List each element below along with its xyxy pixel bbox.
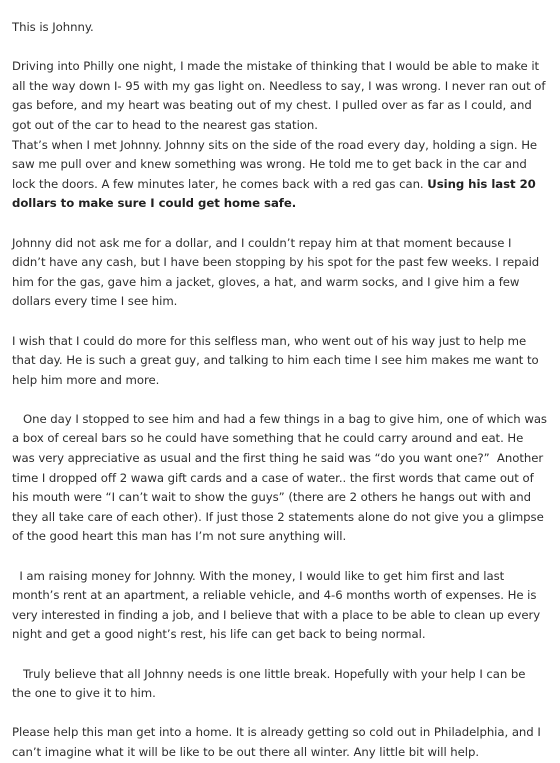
- story-paragraph-2-text: That’s when I met Johnny. Johnny sits on the side of the road every day, holding a sign. He saw me pull over and knew something was wrong. He told me to get back in the car and lock the doors. A few minutes later, he comes back with a red gas can.: [12, 137, 538, 191]
- story-paragraph-7: Truly believe that all Johnny needs is one little break. Hopefully with your help I can be the one to give it to him.: [12, 666, 530, 701]
- story-paragraph-1: Driving into Philly one night, I made the mistake of thinking that I would be able to make it all the way down I- 95 with my gas light on. Needless to say, I was wrong. I never ran out of gas before, and my heart was beating out of my chest. I pulled over as far as I could, and got out of the car to head to the nearest gas station.: [12, 59, 546, 132]
- story-paragraph-5: One day I stopped to see him and had a few things in a bag to give him, one of which was a box of cereal bars so he could have something that he could carry around and eat. He was very appreciative as usual and the first thing he said was “do you want one?” Another time I dropped off 2 wawa gift cards and a case of water.. the first words that came out of his mouth were “I can’t wait to show the guys” (there are 2 others he hangs out with and they all take care of each other). If just those 2 statements alone do not give you a glimpse of the good heart this man has I’m not sure anything will.: [12, 411, 551, 544]
- story-paragraph-6: I am raising money for Johnny. With the money, I would like to get him first and last month’s rent at an apartment, a reliable vehicle, and 4-6 months worth of expenses. He is very interested in finding a job, and I believe that with a place to be able to clean up every night and get a good night’s rest, his life can get back to being normal.: [12, 568, 544, 642]
- story-intro: This is Johnny.: [12, 20, 94, 34]
- story-paragraph-3: Johnny did not ask me for a dollar, and I couldn’t repay him at that moment because I didn’t have any cash, but I have been stopping by his spot for the past few weeks. I repaid him for the gas, gave him a jacket, gloves, a hat, and warm socks, and I give him a few dollars every time I see him.: [12, 235, 540, 309]
- story-paragraph-8: Please help this man get into a home. It is already getting so cold out in Philadelphia, and I can’t imagine what it will be like to be out there all winter. Any little bit will help.: [12, 725, 541, 759]
- story-paragraph-4: I wish that I could do more for this selfless man, who went out of his way just to help me that day. He is such a great guy, and talking to him each time I see him makes me want to help him more and more.: [12, 333, 539, 387]
- story-paragraph-2: [12, 136, 548, 214]
- story-highlight: Using his last 20 dollars to make sure I could get home safe.: [12, 176, 536, 211]
